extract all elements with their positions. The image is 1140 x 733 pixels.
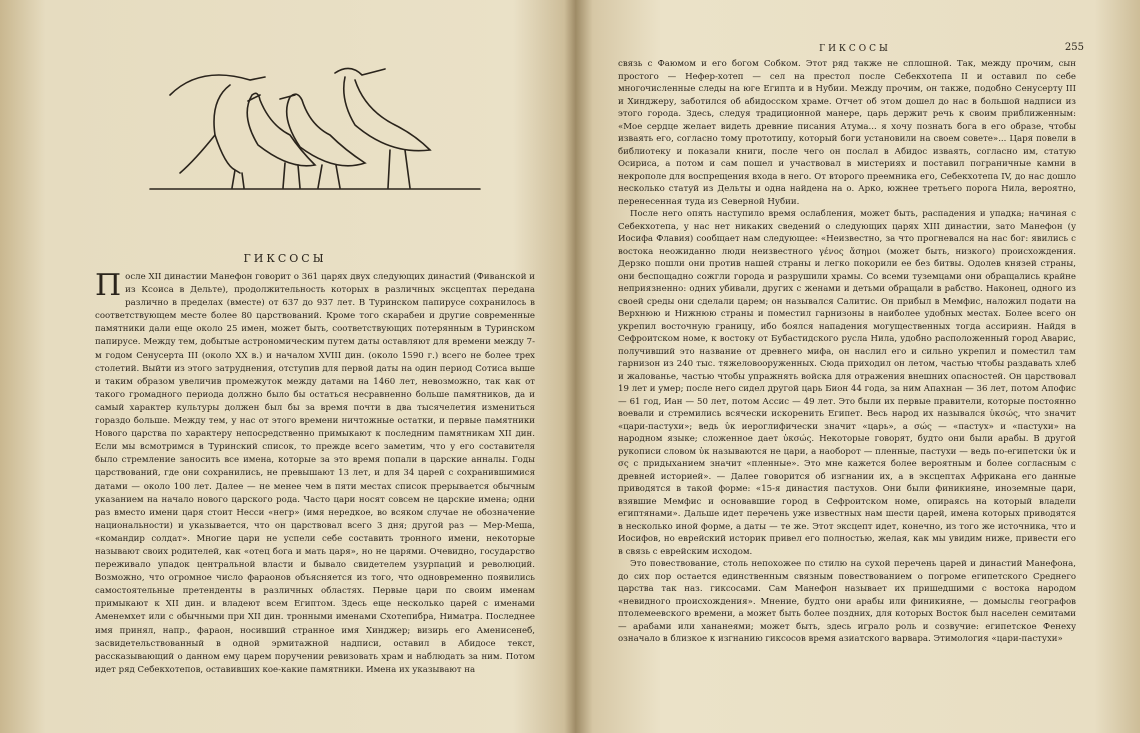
- right-page: [570, 0, 1140, 733]
- paragraph: После него опять наступило время ослабления, может быть, распадения и упадка; начиная с Себекхотепа, у нас нет никаких сведений о следующих царях XIII династии, зато Манефон (у Иосифа Флавия) сообщает нам следующее: «Неизвестно, за что прогневался на нас бог: явились с востока неожиданно люди неизвестного γένος ἄσημοι (может быть, низкого) происхождения. Дерзко пошли они против нашей страны и легко покорили ее без битвы. Одолев князей страны, они беспощадно сожгли города и разрушили храмы. Со всеми туземцами они обращались крайне неприязненно: одних убивали, других с женами и детьми обращали в рабство. Наконец, одного из своей среды они сделали царем; он назывался Салитис. Он прибыл в Мемфис, наложил подати на Верхнюю и Нижнюю страны и поместил гарнизоны в наиболее удобных местах. Более всего он укрепил восточную границу, ибо боялся нападения могущественных тогда ассириян. Найдя в Сефроитском номе, к востоку от Бубастидского русла Нила, удобно расположенный город Аварис, получивший это название от древнего мифа, он наслил его и сильно укрепил и поместил там гарнизон из 240 тыс. тяжеловооруженных. Сюда приходил он летом, частью чтобы раздавать хлеб и жалованье, частью чтобы упражнять войска для отражения внешних опасностей. Он царствовал 19 лет и умер; после него сидел другой царь Бион 44 года, за ним Апахнан — 36 лет, потом Апофис — 61 год, Иан — 50 лет, потом Ассис — 49 лет. Это были их первые правители, которые постоянно воевали и стремились всячески искоренить Египет. Весь народ их назывался ὑκσώς, что значит «цари-пастухи»; ведь ὑκ иероглифически значит «царь», а σώς — «пастух» и «пастухи» на народном языке; сложенное дает ὑκσώς. Некоторые говорят, будто они были арабы. В другой рукописи словом ὑκ называются не цари, а наоборот — пленные, пастухи — ведь по-египетски ὑκ и σς с придыханием значит «пленные». Это мне кажется более вероятным и более согласным с древней историей». — Далее говорится об изгнании их, а в эксцептах Африкана его данные приводятся в такой форме: «15-я династия пастухов. Они были финикияне, иноземные цари, взявшие Мемфис и основавшие город в Сефроитском номе, опираясь на который владели египтянами». Дальше идет перечень уже известных нам шести царей, имена которых приводятся в несколько иной форме, а даты — те же. Этот эксцепт идет, конечно, из того же источника, что и Иосифов, но еврейский историк привел его полностью, желая, как мы увидим ниже, привести его в связь с еврейским исходом.: [618, 209, 1076, 557]
- paragraph: связь с Фаюмом и его богом Собком. Этот ряд также не сплошной. Так, между прочим, сын простого — Нефер-хотеп — сел на престол после Себекхотепа II и оставил по себе многочисленные следы на юге Египта и в Нубии. Между прочим, он также, подобно Сенусерту III и Хинджеру, заботился об абидосском храме. Отчет об этом дошел до нас в большой надписи из этого города. Здесь, следуя традиционной манере, царь держит речь к своим приближенным: «Мое сердце желает видеть древние писания Атума... я хочу познать бога в его образе, чтобы изваять его, согласно тому прототипу, который боги установили на своем совете»... Царя повели в библиотеку и показали книги, после чего он послал в Абидос изваять, согласно им, статую Осириса, а потом и сам пошел и участвовал в мистериях и поставил пограничные камни в некрополе для воспрещения входа в него. От второго преемника его, Себекхотепа IV, до нас дошло несколько статуй из Дельты и одна найдена на о. Арко, южнее третьего порога Нила, вероятно, перенесенная туда из Северной Нубии.: [618, 59, 1076, 207]
- right-body-text: [618, 58, 1076, 646]
- paragraph: Это повествование, столь непохожее по стилю на сухой перечень царей и династий Манефона, до сих пор остается единственным связным повествованием о погроме египетского Среднего царства так наз. гиксосами. Сам Манефон называет их пришедшими с востока народом «невидного происхождения». Мнение, будто они арабы или финикияне, — домыслы географов птолемеевского времени, а может быть более поздних, для которых Восток был населен семитами — арабами или хананеями; может быть, здесь играло роль и созвучие: египетское Фенеху означало в близкое к изгнанию гиксосов время азиатского варвара. Этимология «цари-пастухи»: [618, 559, 1076, 644]
- bird-frieze-illustration: [140, 55, 490, 195]
- left-body-paragraph: осле XII династии Манефон говорит о 361 царях двух следующих династий (Фиванской и из Ксоиса в Дельте), продолжительность которых в различных эксцептах передана различно в пределах (вместе) от 637 до 937 лет. В Туринском папирусе сохранилось в соответствующем месте более 80 царствований. Кроме того скарабеи и другие современные памятники дали еще около 25 имен, может быть, соответствующих потерянным в Туринском папирусе. Между тем, добытые астрономическим путем даты оставляют для времени между 7-м годом Сенусерта III (около XX в.) и началом XVIII дин. (около 1590 г.) всего не более трех столетий. Выйти из этого затруднения, отступив для первой даты на один период Сотиса выше и таким образом увеличив промежуток между датами на 1460 лет, невозможно, так как от такого громадного периода должно было бы остаться несравненно больше памятников, да и самый характер культуры должен был бы за время почти в два тысячелетия измениться гораздо больше. Между тем, у нас от этого времени ничтожные остатки, и первые памятники Нового царства по характеру непосредственно примыкают к последним памятникам XII дин. Если мы всмотримся в Туринский список, то прежде всего заметим, что у его составителя было стремление заносить все имена, которые за это время попали в царские анналы. Годы царствований, где они сохранились, не превышают 13 лет, и для 34 царей с сохранившимися датами — около 100 лет. Далее — не менее чем в пяти местах список прерывается обычным указанием на начало нового царского рода. Часто цари носят совсем не царские имена; одни раз вместо имени царя стоит Несси «негр» (имя нередкое, во всяком случае не обозначение национальности) и указывается, что он царствовал всего 3 дня; другой раз — Мер-Меша, «командир солдат». Многие цари не успели себе составить тронного имени, некоторые называют своих родителей, как «отец бога и мать царя», но не царями. Очевидно, государство переживало упадок центральной власти и бывало свидетелем узурпаций и революций. Возможно, что огромное число фараонов объясняется из того, что одновременно появились самостоятельные претенденты в различных областях. Первые цари по своим именам примыкают к XII дин. и владеют всем Египтом. Здесь еще несколько царей с именами Аменемхет или с обычными при XII дин. тронными именами Схотепибра, Ниматра. Последнее имя принял, напр., фараон, носивший странное имя Хинджер; визирь его Аменисенеб, засвидетельствованный в одной эрмитажной надписи, оставил в Абидосе текст, рассказывающий о данном ему царем поручении ревизовать храм и наблюдать за ним. Потом идет ряд Себекхотепов, оставивших кое-какие памятники. Имена их указывают на: [95, 272, 535, 675]
- page-number: 255: [1064, 42, 1084, 53]
- drop-cap: П: [95, 268, 122, 303]
- chapter-title: ГИКСОСЫ: [243, 252, 327, 265]
- running-head: ГИКСОСЫ: [819, 44, 891, 54]
- left-body-text: [95, 268, 535, 677]
